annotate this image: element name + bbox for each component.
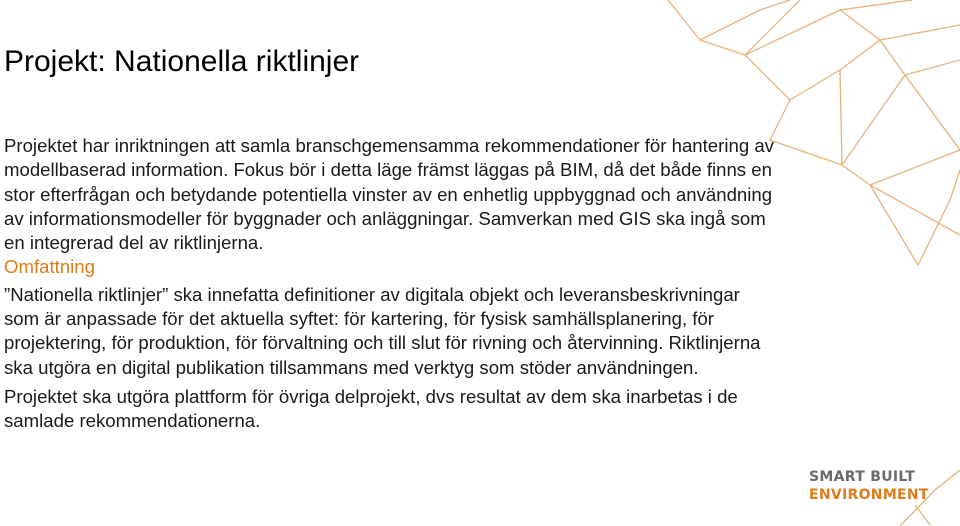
decor-line — [870, 185, 960, 235]
section-heading: Omfattning — [4, 256, 95, 278]
decor-line — [880, 40, 960, 75]
decor-line — [840, 70, 905, 165]
smart-built-environment-logo — [809, 468, 939, 504]
decor-line — [700, 0, 800, 55]
decor-line — [770, 100, 842, 165]
decor-line — [870, 185, 950, 265]
decor-line — [840, 0, 912, 10]
geometric-line-decoration — [640, 0, 960, 526]
decor-line — [745, 10, 960, 55]
page-title: Projekt: Nationella riktlinjer — [4, 45, 360, 78]
platform-paragraph: Projektet ska utgöra plattform för övriga delprojekt, dvs resultat av dem ska inarbetas i de samlade rekommendationerna. — [4, 385, 738, 432]
decor-line — [745, 40, 880, 100]
decor-line — [668, 0, 790, 40]
decor-line — [842, 150, 960, 185]
decor-line — [950, 170, 960, 200]
intro-paragraph: Projektet har inriktningen att samla branschgemensamma rekommendationer för hantering av modellbaserad information. Fokus bör i detta läge främst läggas på BIM, då det både finns en stor efterfrågan och betydande potentiella vinster av en enhetlig uppbyggnad och användning av informationsmodeller för byggnader och anläggningar. Samverkan med GIS ska ingå som en integrerad del av riktlinjerna. — [4, 135, 774, 254]
decor-line — [905, 75, 960, 150]
logo-line-2: ENVIRONMENT — [809, 487, 929, 503]
logo-line-1: SMART BUILT — [809, 469, 916, 485]
scope-paragraph: ”Nationella riktlinjer” ska innefatta definitioner av digitala objekt och leveransbeskrivningar som är anpassade för det aktuella syftet: för kartering, för fysisk samhällsplanering, för projektering, för produktion, för förvaltning och till slut för rivning och återvinning. Riktlinjerna ska utgöra en digital publikation tillsammans med verktyg som stöder användningen. — [4, 283, 761, 378]
